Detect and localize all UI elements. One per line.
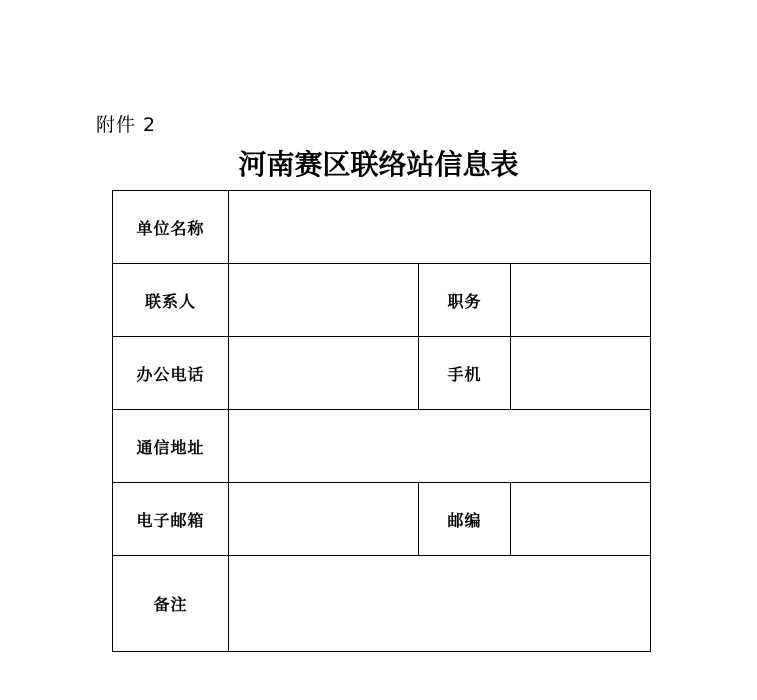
position-label: 职务 [419,264,511,337]
position-field[interactable] [511,264,651,337]
office-phone-label: 办公电话 [113,337,229,410]
unit-name-label: 单位名称 [113,191,229,264]
address-label: 通信地址 [113,410,229,483]
table-row-phone [113,337,651,410]
email-label: 电子邮箱 [113,483,229,556]
postcode-field[interactable] [511,483,651,556]
contact-person-field[interactable] [229,264,419,337]
table-row-contact [113,264,651,337]
info-table [112,190,651,652]
table-row-unit-name [113,191,651,264]
postcode-label: 邮编 [419,483,511,556]
address-field[interactable] [229,410,651,483]
mobile-label: 手机 [419,337,511,410]
mobile-field[interactable] [511,337,651,410]
table-row-email [113,483,651,556]
contact-person-label: 联系人 [113,264,229,337]
unit-name-field[interactable] [229,191,651,264]
email-field[interactable] [229,483,419,556]
attachment-label: 附件 2 [96,114,157,136]
office-phone-field[interactable] [229,337,419,410]
table-row-address [113,410,651,483]
document-title: 河南赛区联络站信息表 [238,148,519,181]
remarks-label: 备注 [113,556,229,652]
table-row-remarks [113,556,651,652]
remarks-field[interactable] [229,556,651,652]
